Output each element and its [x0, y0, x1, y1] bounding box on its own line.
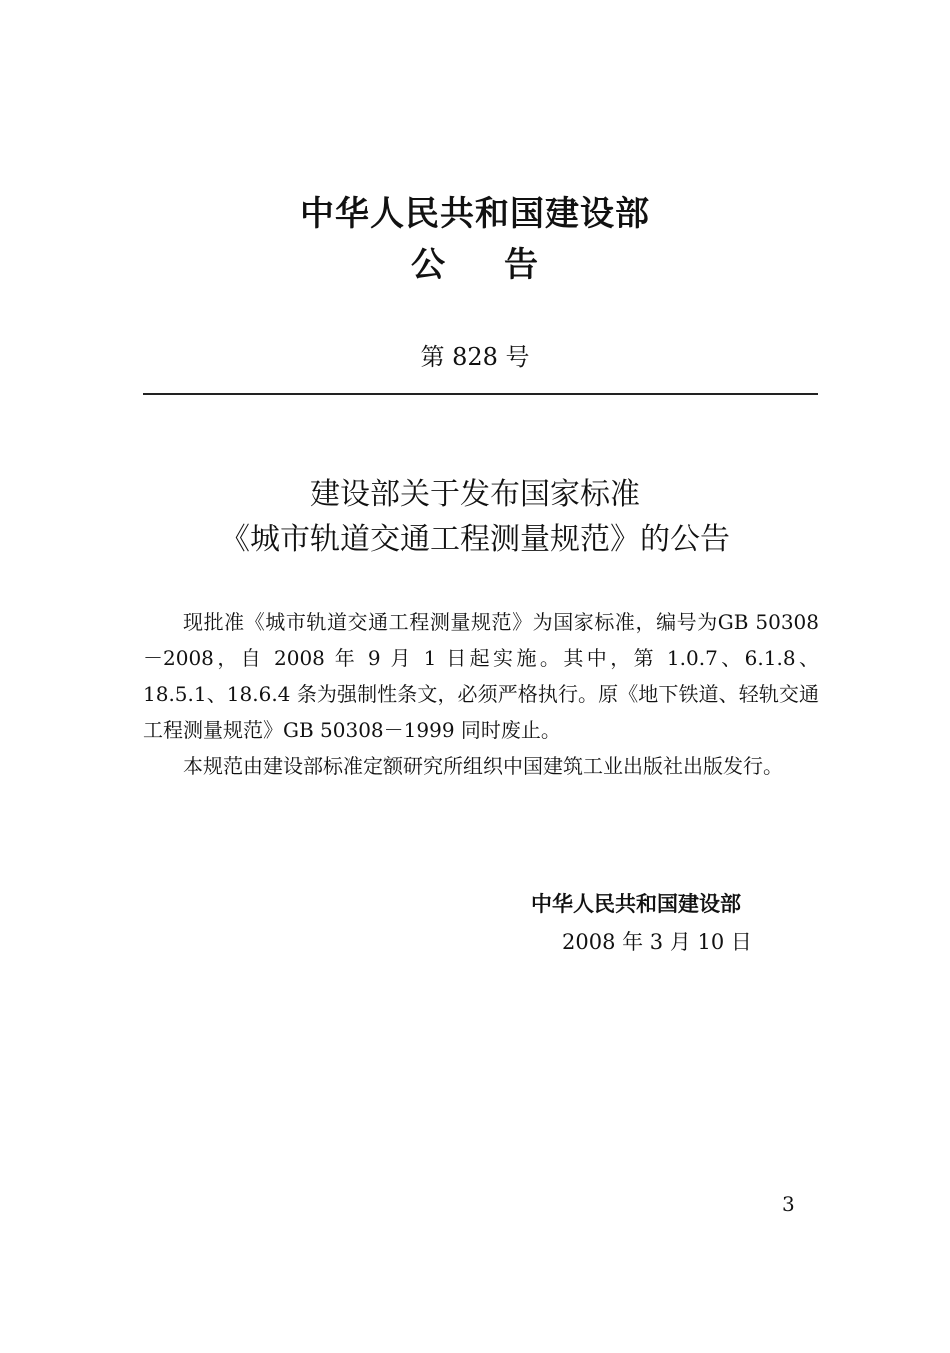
announcement-title-line-2: 《城市轨道交通工程测量规范》的公告 — [220, 522, 730, 557]
announcement-number: 第 828 号 — [420, 343, 530, 371]
doc-type-char-1: 公 — [411, 245, 446, 285]
signature-organization: 中华人民共和国建设部 — [531, 891, 741, 916]
announcement-body — [143, 604, 819, 784]
header-divider — [143, 393, 818, 395]
document-type-heading — [0, 243, 950, 287]
body-paragraph-1: 现批准《城市轨道交通工程测量规范》为国家标准，编号为GB 50308－2008，自 2008 年 9 月 1 日起实施。其中，第 1.0.7、6.1.8、18.5.1、18.6.4 条为强制性条文，必须严格执行。原《地下铁道、轻轨交通工程测量规范》GB 50308－1999 同时废止。 — [143, 610, 819, 742]
doc-type-char-2: 告 — [504, 245, 539, 285]
announcement-title-line-1: 建设部关于发布国家标准 — [310, 477, 640, 512]
signature-date: 2008 年 3 月 10 日 — [562, 930, 752, 954]
body-paragraph-2: 本规范由建设部标准定额研究所组织中国建筑工业出版社出版发行。 — [183, 754, 783, 778]
page-number: 3 — [782, 1192, 795, 1216]
issuer-heading: 中华人民共和国建设部 — [300, 194, 650, 234]
